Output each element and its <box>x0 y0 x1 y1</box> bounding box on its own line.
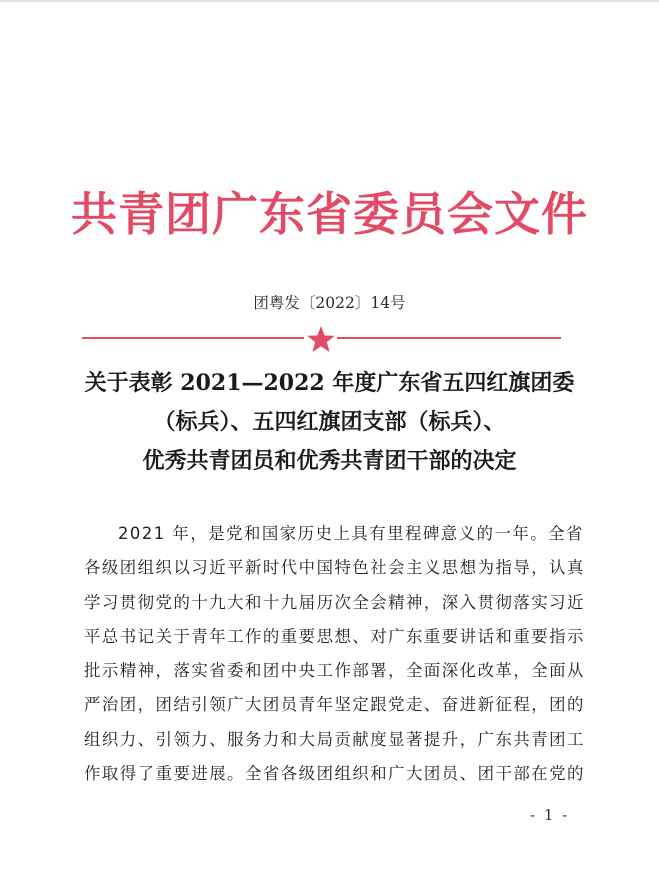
body-line: 作取得了重要进展。全省各级团组织和广大团员、团干部在党的 <box>84 764 585 784</box>
page-number: - 1 - <box>530 806 570 824</box>
body-line: 各级团组织以习近平新时代中国特色社会主义思想为指导，认真 <box>84 558 585 578</box>
body-line: 批示精神，落实省委和团中央工作部署，全面深化改革，全面从 <box>84 661 585 681</box>
document-number: 团粤发〔2022〕14号 <box>253 294 406 312</box>
body-line: 组织力、引领力、服务力和大局贡献度显著提升，广东共青团工 <box>84 729 585 749</box>
page-top-edge <box>0 0 659 2</box>
separator-line-right <box>337 337 561 339</box>
separator-line-left <box>82 337 304 339</box>
subject-line: 优秀共青团员和优秀共青团干部的决定 <box>142 448 517 474</box>
body-line: 平总书记关于青年工作的重要思想、对广东重要讲话和重要指示 <box>84 626 585 646</box>
document-body <box>84 517 585 791</box>
subject-line: （标兵）、五四红旗团支部（标兵）、 <box>153 409 506 435</box>
body-line: 2021 年，是党和国家历史上具有里程碑意义的一年。全省 <box>118 524 584 543</box>
star-icon <box>306 325 336 353</box>
document-subject <box>0 364 659 481</box>
body-line: 学习贯彻党的十九大和十九届历次全会精神，深入贯彻落实习近 <box>84 592 585 612</box>
document-header-title: 共青团广东省委员会文件 <box>71 187 588 241</box>
subject-line: 关于表彰 2021—2022 年度广东省五四红旗团委 <box>84 370 575 396</box>
body-line: 严治团，团结引领广大团员青年坚定跟党走、奋进新征程，团的 <box>84 695 585 715</box>
